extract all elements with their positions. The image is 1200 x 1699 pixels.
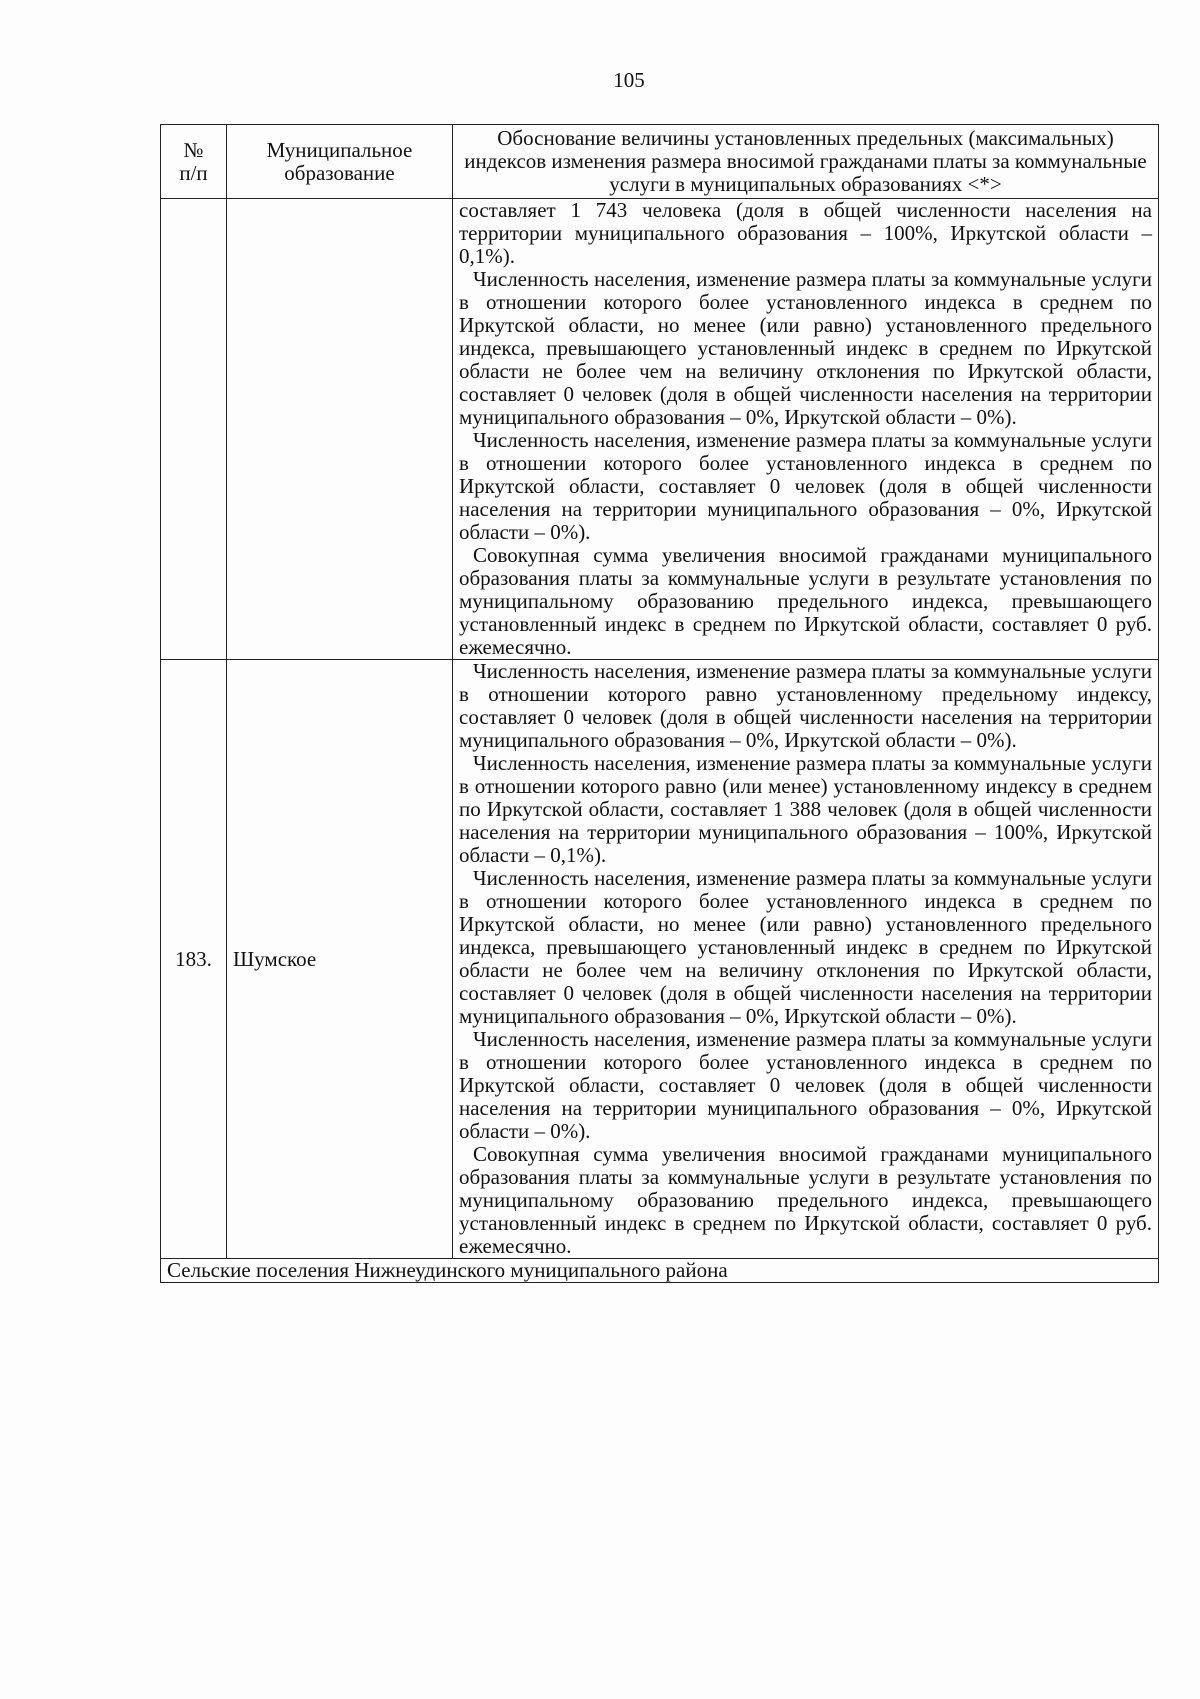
table-row <box>161 660 1159 1259</box>
row-municipality: Шумское <box>227 660 453 1259</box>
page-number: 105 <box>613 68 645 92</box>
row-number: 183. <box>161 660 227 1259</box>
header-justification: Обоснование величины установленных предельных (максимальных) индексов изменения размера вносимой гражданами платы за коммунальные услуги в муниципальных образованиях <*> <box>453 125 1159 199</box>
justification-paragraph: Численность населения, изменение размера платы за коммунальные услуги в отношении которого более установленного индекса в среднем по Иркутской области, составляет 0 человек (доля в общей численности населения на территории муниципального образования – 0%, Иркутской области – 0%). <box>459 428 1152 544</box>
index-justification-table <box>160 124 1159 1283</box>
justification-paragraph: Численность населения, изменение размера платы за коммунальные услуги в отношении которого более установленного индекса в среднем по Иркутской области, но менее (или равно) установленного предельного индекса, превышающего установленный индекс в среднем по Иркутской области не более чем на величину отклонения по Иркутской области, составляет 0 человек (доля в общей численности населения на территории муниципального образования – 0%, Иркутской области – 0%). <box>459 866 1152 1028</box>
justification-paragraph: Численность населения, изменение размера платы за коммунальные услуги в отношении которого равно (или менее) установленному индексу в среднем по Иркутской области, составляет 1 388 человек (доля в общей численности населения на территории муниципального образования – 100%, Иркутской области – 0,1%). <box>459 751 1152 867</box>
justification-paragraph: Численность населения, изменение размера платы за коммунальные услуги в отношении которого равно установленному предельному индексу, составляет 0 человек (доля в общей численности населения на территории муниципального образования – 0%, Иркутской области – 0%). <box>459 659 1152 752</box>
header-number: № п/п <box>161 125 227 199</box>
row-justification <box>453 199 1159 660</box>
section-title: Сельские поселения Нижнеудинского муниципального района <box>161 1259 1159 1283</box>
row-number <box>161 199 227 660</box>
justification-paragraph: Совокупная сумма увеличения вносимой гражданами муниципального образования платы за коммунальные услуги в результате установления по муниципальному образованию предельного индекса, превышающего установленный индекс в среднем по Иркутской области, составляет 0 руб. ежемесячно. <box>459 1142 1152 1258</box>
table-header-row <box>161 125 1159 199</box>
table-row <box>161 199 1159 660</box>
row-justification <box>453 660 1159 1259</box>
justification-paragraph: составляет 1 743 человека (доля в общей численности населения на территории муниципального образования – 100%, Иркутской области – 0,1%). <box>459 198 1152 268</box>
justification-paragraph: Совокупная сумма увеличения вносимой гражданами муниципального образования платы за коммунальные услуги в результате установления по муниципальному образованию предельного индекса, превышающего установленный индекс в среднем по Иркутской области, составляет 0 руб. ежемесячно. <box>459 543 1152 659</box>
section-row <box>161 1259 1159 1283</box>
row-municipality <box>227 199 453 660</box>
justification-paragraph: Численность населения, изменение размера платы за коммунальные услуги в отношении которого более установленного индекса в среднем по Иркутской области, но менее (или равно) установленного предельного индекса, превышающего установленный индекс в среднем по Иркутской области не более чем на величину отклонения по Иркутской области, составляет 0 человек (доля в общей численности населения на территории муниципального образования – 0%, Иркутской области – 0%). <box>459 267 1152 429</box>
header-municipality: Муниципальное образование <box>227 125 453 199</box>
justification-paragraph: Численность населения, изменение размера платы за коммунальные услуги в отношении которого более установленного индекса в среднем по Иркутской области, составляет 0 человек (доля в общей численности населения на территории муниципального образования – 0%, Иркутской области – 0%). <box>459 1027 1152 1143</box>
